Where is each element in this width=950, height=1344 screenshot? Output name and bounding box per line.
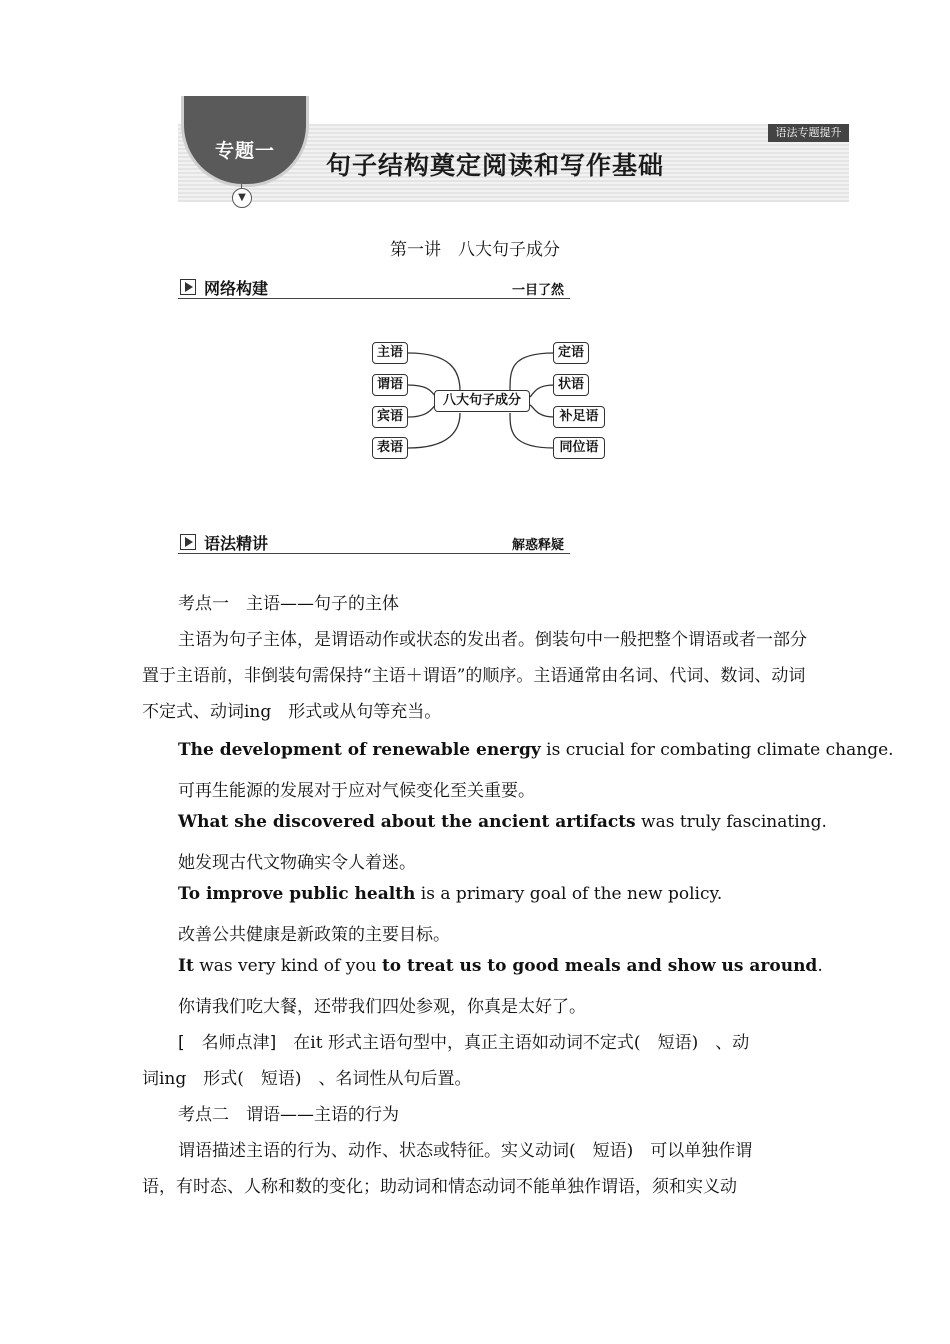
example-1-rest: is crucial for combating climate change.	[540, 740, 894, 760]
mindmap-node-right-2: 状语	[553, 374, 589, 396]
example-2-rest: was truly fascinating.	[635, 812, 827, 832]
play-icon	[180, 279, 196, 295]
topic-badge-label: 专题一	[214, 140, 275, 162]
example-4-formal-subject: It	[178, 956, 194, 976]
example-4-translation: 你请我们吃大餐，还带我们四处参观，你真是太好了。	[178, 997, 586, 1017]
example-3	[178, 884, 722, 904]
mindmap-node-right-1: 定语	[553, 342, 589, 364]
point-heading-1: 考点一 主语——句子的主体	[178, 594, 399, 614]
section-tagline: 一目了然	[511, 283, 564, 298]
example-3-rest: is a primary goal of the new policy.	[415, 884, 723, 904]
mindmap-node-left-2: 谓语	[372, 374, 408, 396]
section-title: 语法精讲	[204, 534, 269, 553]
teacher-tip-text-1: 在it 形式主语句型中，真正主语如动词不定式( 短语) 、动	[276, 1033, 750, 1053]
mind-map	[360, 335, 620, 465]
chevron-down-icon: ▼	[232, 188, 252, 208]
example-1-subject: The development of renewable energy	[178, 740, 541, 760]
corner-tag: 语法专题提升	[768, 124, 849, 142]
mindmap-node-right-4: 同位语	[553, 437, 605, 459]
topic-title: 句子结构奠定阅读和写作基础	[326, 151, 665, 180]
section-tagline: 解惑释疑	[511, 538, 564, 553]
example-3-subject: To improve public health	[178, 884, 416, 904]
mindmap-node-left-4: 表语	[372, 437, 408, 459]
example-3-translation: 改善公共健康是新政策的主要目标。	[178, 925, 450, 945]
section-title: 网络构建	[204, 279, 269, 298]
mindmap-node-left-1: 主语	[372, 342, 408, 364]
example-2-translation: 她发现古代文物确实令人着迷。	[178, 853, 416, 873]
teacher-tip-text-2: 词ing 形式( 短语) 、名词性从句后置。	[142, 1069, 472, 1089]
play-icon	[180, 534, 196, 550]
example-1-translation: 可再生能源的发展对于应对气候变化至关重要。	[178, 781, 535, 801]
lecture-title: 第一讲 八大句子成分	[390, 240, 560, 260]
example-4-text: was very kind of you	[193, 956, 382, 976]
mindmap-center-node: 八大句子成分	[434, 390, 530, 412]
section-header-grammar	[178, 531, 570, 554]
mindmap-node-left-3: 宾语	[372, 406, 408, 428]
point2-paragraph-line-1: 谓语描述主语的行为、动作、状态或特征。实义动词( 短语) 可以单独作谓	[178, 1141, 753, 1161]
example-4	[178, 956, 823, 976]
example-4-end: .	[817, 956, 823, 976]
section-header-network	[178, 276, 570, 299]
example-4-real-subject: to treat us to good meals and show us around	[381, 956, 818, 976]
point-heading-2: 考点二 谓语——主语的行为	[178, 1105, 399, 1125]
example-2	[178, 812, 827, 832]
teacher-tip-label: [ 名师点津]	[178, 1033, 277, 1053]
point1-paragraph: 主语为句子主体，是谓语动作或状态的发出者。倒装句中一般把整个谓语或者一部分置于主语前，非倒装句需保持“主语＋谓语”的顺序。主语通常由名词、代词、数词、动词不定式、动词ing 形式或从句等充当。	[142, 630, 807, 722]
example-1	[178, 740, 894, 760]
example-2-subject: What she discovered about the ancient artifacts	[178, 812, 636, 832]
teacher-tip	[178, 1028, 749, 1053]
mindmap-node-right-3: 补足语	[553, 406, 605, 428]
point2-paragraph-line-2: 语，有时态、人称和数的变化；助动词和情态动词不能单独作谓语，须和实义动	[142, 1177, 737, 1197]
